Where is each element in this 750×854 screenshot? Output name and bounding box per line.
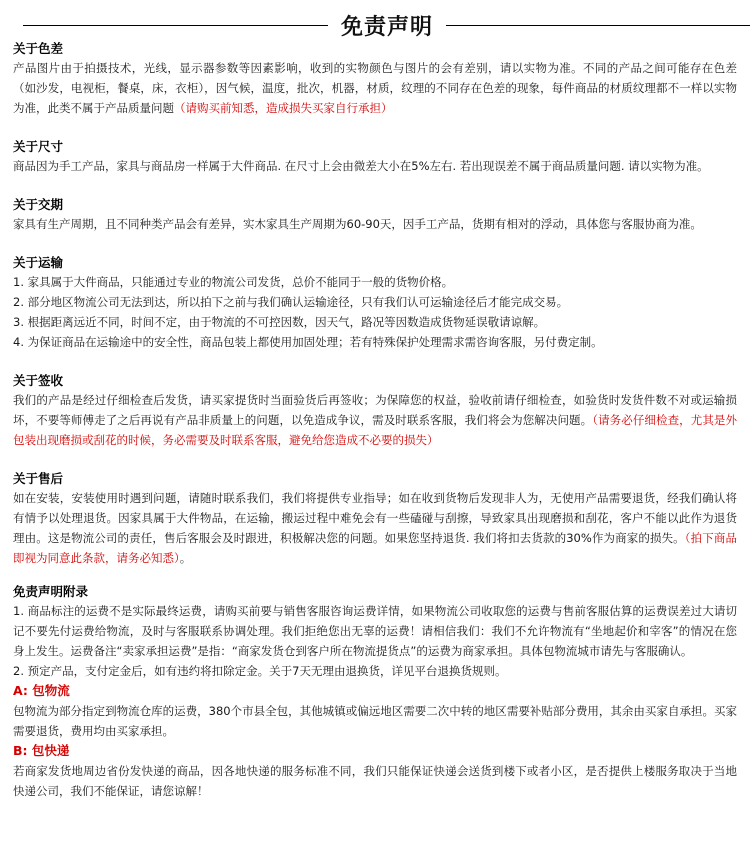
section-title-size: 关于尺寸 (13, 139, 64, 154)
page-header (13, 0, 737, 40)
shipping-item: 2. 部分地区物流公司无法到达，所以拍下之前与我们确认运输途径，只有我们认可运输途径后才能完成交易。 (13, 295, 569, 309)
page-title: 免责声明 (340, 15, 433, 40)
after-sales-tail: 。 (179, 551, 192, 565)
appendix-text-b: 若商家发货地周边省份发快递的商品，因各地快递的服务标准不同，我们只能保证快递会送货到楼下或者小区，是否提供上楼服务取决于当地快递公司，我们不能保证，请您谅解！ (13, 764, 737, 798)
header-rule-right (446, 25, 750, 26)
section-text-size: 商品因为手工产品，家具与商品房一样属于大件商品. 在尺寸上会由微差大小在5%左右. 若出现误差不属于商品质量问题. 请以实物为准。 (13, 159, 709, 173)
appendix-text-a: 包物流为部分指定到物流仓库的运费，380个市县全包，其他城镇或偏远地区需要二次中转的地区需要补贴部分费用，其余由买家自承担。买家需要退货，费用均由买家承担。 (13, 704, 737, 738)
section-text-delivery: 家具有生产周期，且不同种类产品会有差异，实木家具生产周期为60-90天，因手工产品，货期有相对的浮动，具体您与客服协商为准。 (13, 217, 702, 231)
appendix-item-2: 2. 预定产品，支付定金后，如有违约将扣除定金。关于7天无理由退换货，详见平台退换货规则。 (13, 664, 507, 678)
section-shipping (13, 254, 737, 352)
section-title-delivery: 关于交期 (13, 197, 64, 212)
section-title-appendix: 免责声明附录 (13, 584, 89, 599)
shipping-item: 3. 根据距离远近不同，时间不定，由于物流的不可控因数，因天气，路况等因数造成货物延误敬请谅解。 (13, 315, 546, 329)
section-text-color (13, 58, 737, 118)
after-sales-text: 如在安装，安装使用时遇到问题，请随时联系我们，我们将提供专业指导；如在收到货物后发现非人为，无使用产品需要退货，经我们确认将有情予以处理退货。因家具属于大件物品，在运输，搬运过程中难免会有一些磕碰与刮擦，导致家具出现磨损和刮花，客户不能以此作为退货理由。这是物流公司的责任，售后客服会及时跟进，积极解决您的问题。如果您坚持退货. 我们将扣去货款的30%作为商家的损失。 (13, 491, 737, 545)
header-rule-left (23, 25, 328, 26)
after-sales-warning: （拍下商品即视为同意此条款，请务必知悉） (13, 531, 737, 565)
appendix-item-1: 1. 商品标注的运费不是实际最终运费，请购买前要与销售客服咨询运费详情，如果物流公司收取您的运费与售前客服估算的运费误差过大请切记不要先付运费给物流，及时与客服联系协调处理。我们拒绝您出无辜的运费！请相信我们：我们不允许物流有“坐地起价和宰客”的情况在您身上发生。运费备注“卖家承担运费”是指：“商家发货仓到客户所在物流提货点”的运费为商家承担。具体包物流城市请先与客服确认。 (13, 604, 737, 658)
section-text-after-sales (13, 488, 737, 568)
shipping-item: 1. 家具属于大件商品，只能通过专业的物流公司发货，总价不能同于一般的货物价格。 (13, 275, 454, 289)
section-appendix (13, 583, 737, 801)
signing-text: 我们的产品是经过仔细检查后发货，请买家提货时当面验货后再签收；为保障您的权益，验收前请仔细检查，如验货时发货件数不对或运输损坏，不要等师傅走了之后再说有产品非质量上的问题，以免造成争议，需及时联系客服，我们将会为您解决问题。 (13, 393, 737, 427)
section-color (13, 40, 737, 118)
section-title-after-sales: 关于售后 (13, 471, 64, 486)
section-title-signing: 关于签收 (13, 373, 64, 388)
section-signing (13, 372, 737, 450)
section-delivery (13, 196, 737, 234)
color-warning: （请购买前知悉，造成损失买家自行承担） (174, 101, 393, 115)
section-size (13, 138, 737, 176)
appendix-title-b: B: 包快递 (13, 743, 70, 758)
section-after-sales (13, 470, 737, 568)
shipping-item: 4. 为保证商品在运输途中的安全性，商品包装上都使用加固处理；若有特殊保护处理需求需咨询客服，另付费定制。 (13, 335, 603, 349)
signing-warning: （请务必仔细检查，尤其是外包装出现磨损或刮花的时候，务必需要及时联系客服，避免给您造成不必要的损失） (13, 413, 737, 447)
section-title-shipping: 关于运输 (13, 255, 64, 270)
color-text: 产品图片由于拍摄技术，光线，显示器参数等因素影响，收到的实物颜色与图片的会有差别，请以实物为准。不同的产品之间可能存在色差（如沙发，电视柜，餐桌，床，衣柜），因气候，温度，批次，机器，材质，纹理的不同存在色差的现象，每件商品的材质纹理都不一样以实物为准，此类不属于产品质量问题 (13, 61, 737, 115)
section-title-color: 关于色差 (13, 41, 64, 56)
section-text-signing (13, 390, 737, 450)
appendix-title-a: A: 包物流 (13, 683, 70, 698)
